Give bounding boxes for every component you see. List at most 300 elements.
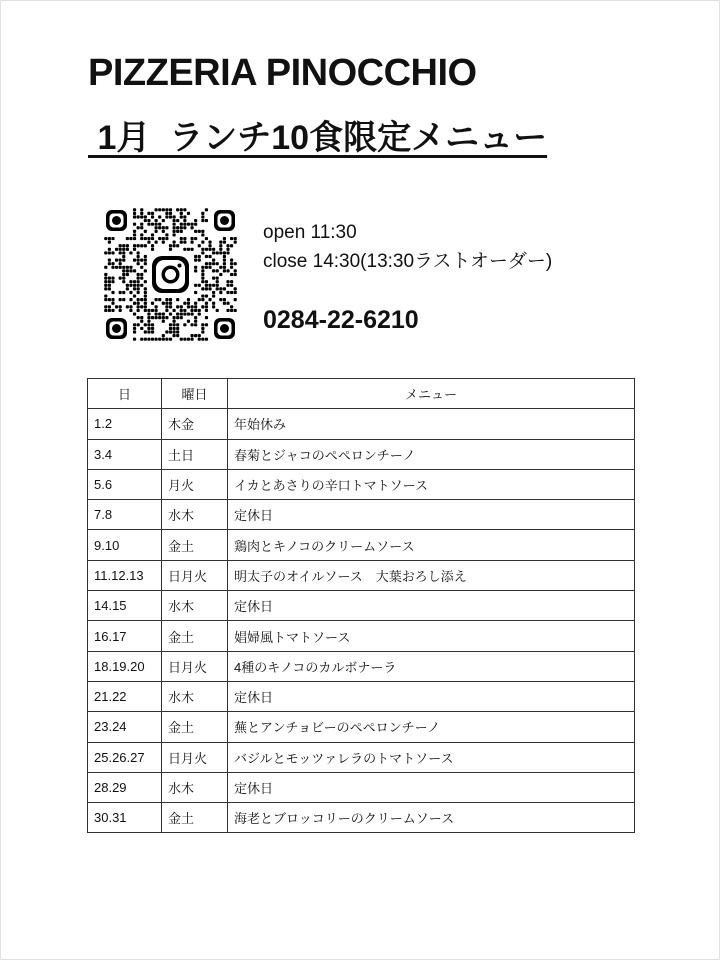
qr-module xyxy=(122,291,125,294)
qr-module xyxy=(208,266,211,269)
qr-module xyxy=(198,255,201,258)
qr-module xyxy=(137,316,140,319)
qr-module xyxy=(165,226,168,229)
table-row xyxy=(88,500,635,530)
qr-module xyxy=(165,215,168,218)
qr-module xyxy=(173,323,176,326)
table-row xyxy=(88,439,635,469)
qr-module xyxy=(155,208,158,211)
qr-module xyxy=(126,284,129,287)
qr-module xyxy=(216,251,219,254)
qr-module xyxy=(212,294,215,297)
qr-module xyxy=(176,226,179,229)
qr-module xyxy=(137,251,140,254)
menu-cell: イカとあさりの辛口トマトソース xyxy=(228,469,635,499)
qr-module xyxy=(201,330,204,333)
qr-module xyxy=(173,230,176,233)
qr-module xyxy=(137,226,140,229)
qr-module xyxy=(137,291,140,294)
qr-module xyxy=(230,273,233,276)
weekday-cell: 金土 xyxy=(162,712,228,742)
qr-module xyxy=(212,277,215,280)
qr-module xyxy=(144,259,147,262)
menu-table xyxy=(87,378,635,833)
qr-module xyxy=(223,241,226,244)
qr-module xyxy=(122,259,125,262)
menu-cell: 蕪とアンチョビーのペペロンチーノ xyxy=(228,712,635,742)
qr-module xyxy=(183,309,186,312)
qr-module xyxy=(126,244,129,247)
table-header-row xyxy=(88,379,635,409)
qr-module xyxy=(140,237,143,240)
qr-module xyxy=(129,237,132,240)
qr-module xyxy=(151,244,154,247)
qr-module xyxy=(194,320,197,323)
qr-module xyxy=(230,284,233,287)
qr-module xyxy=(133,237,136,240)
qr-module xyxy=(140,215,143,218)
qr-module xyxy=(183,323,186,326)
qr-module xyxy=(158,215,161,218)
qr-module xyxy=(147,219,150,222)
qr-module xyxy=(111,309,114,312)
qr-module xyxy=(194,223,197,226)
qr-module xyxy=(187,320,190,323)
table-row xyxy=(88,560,635,590)
qr-module xyxy=(111,298,114,301)
menu-cell: 年始休み xyxy=(228,409,635,439)
qr-module xyxy=(144,287,147,290)
day-cell: 16.17 xyxy=(88,621,162,651)
qr-module xyxy=(223,298,226,301)
qr-module xyxy=(205,284,208,287)
qr-module xyxy=(111,291,114,294)
qr-module xyxy=(219,273,222,276)
qr-module xyxy=(194,305,197,308)
qr-module xyxy=(119,244,122,247)
qr-module xyxy=(173,219,176,222)
day-cell: 11.12.13 xyxy=(88,560,162,590)
qr-module xyxy=(216,309,219,312)
qr-module xyxy=(194,237,197,240)
qr-module xyxy=(119,248,122,251)
qr-module xyxy=(111,262,114,265)
qr-module xyxy=(111,277,114,280)
qr-code[interactable] xyxy=(104,208,237,341)
qr-module xyxy=(122,248,125,251)
qr-module xyxy=(144,294,147,297)
qr-module xyxy=(126,305,129,308)
qr-module xyxy=(219,244,222,247)
qr-module xyxy=(144,305,147,308)
qr-module xyxy=(122,269,125,272)
day-cell: 23.24 xyxy=(88,712,162,742)
qr-module xyxy=(108,248,111,251)
qr-module xyxy=(104,237,107,240)
menu-cell: 定休日 xyxy=(228,591,635,621)
qr-module xyxy=(111,266,114,269)
qr-module xyxy=(137,277,140,280)
qr-module xyxy=(155,226,158,229)
qr-module xyxy=(162,312,165,315)
qr-module xyxy=(173,241,176,244)
table-row xyxy=(88,712,635,742)
qr-module xyxy=(198,259,201,262)
qr-module xyxy=(205,302,208,305)
qr-module xyxy=(230,244,233,247)
qr-module xyxy=(198,230,201,233)
qr-module xyxy=(223,302,226,305)
qr-module xyxy=(223,269,226,272)
qr-module xyxy=(126,269,129,272)
qr-module xyxy=(133,233,136,236)
qr-module xyxy=(137,309,140,312)
qr-module xyxy=(194,219,197,222)
qr-module xyxy=(205,248,208,251)
qr-module xyxy=(205,255,208,258)
qr-module xyxy=(151,237,154,240)
qr-module xyxy=(212,262,215,265)
weekday-cell: 水木 xyxy=(162,681,228,711)
qr-module xyxy=(144,237,147,240)
qr-module xyxy=(129,298,132,301)
qr-module xyxy=(115,305,118,308)
qr-module xyxy=(201,251,204,254)
qr-module xyxy=(201,277,204,280)
qr-module xyxy=(151,309,154,312)
qr-module xyxy=(147,320,150,323)
qr-module xyxy=(180,212,183,215)
qr-module xyxy=(190,237,193,240)
phone-number[interactable]: 0284-22-6210 xyxy=(263,306,419,334)
qr-module xyxy=(108,241,111,244)
menu-cell: 娼婦風トマトソース xyxy=(228,621,635,651)
qr-module xyxy=(183,226,186,229)
qr-module xyxy=(119,277,122,280)
qr-module xyxy=(140,266,143,269)
qr-module xyxy=(140,223,143,226)
qr-module xyxy=(234,298,237,301)
qr-module xyxy=(144,255,147,258)
qr-module xyxy=(169,298,172,301)
qr-module xyxy=(169,244,172,247)
qr-module xyxy=(129,305,132,308)
qr-module xyxy=(187,298,190,301)
menu-cell: 春菊とジャコのペペロンチーノ xyxy=(228,439,635,469)
qr-module xyxy=(234,309,237,312)
qr-module xyxy=(212,284,215,287)
qr-module xyxy=(140,233,143,236)
qr-module xyxy=(137,244,140,247)
qr-module xyxy=(187,302,190,305)
qr-module xyxy=(140,244,143,247)
qr-module xyxy=(162,226,165,229)
qr-module xyxy=(187,212,190,215)
weekday-cell: 土日 xyxy=(162,439,228,469)
qr-module xyxy=(137,280,140,283)
qr-module xyxy=(183,237,186,240)
qr-module xyxy=(226,284,229,287)
qr-module xyxy=(208,248,211,251)
qr-module xyxy=(180,208,183,211)
qr-module xyxy=(169,208,172,211)
qr-module xyxy=(212,259,215,262)
qr-module xyxy=(205,237,208,240)
qr-module xyxy=(183,208,186,211)
qr-module xyxy=(201,280,204,283)
qr-module xyxy=(208,287,211,290)
weekday-cell: 水木 xyxy=(162,772,228,802)
qr-module xyxy=(133,287,136,290)
qr-module xyxy=(140,327,143,330)
menu-cell: 定休日 xyxy=(228,772,635,802)
weekday-cell: 金土 xyxy=(162,803,228,833)
day-cell: 28.29 xyxy=(88,772,162,802)
qr-module xyxy=(133,330,136,333)
qr-module xyxy=(219,266,222,269)
qr-module xyxy=(201,338,204,341)
qr-module xyxy=(155,312,158,315)
qr-module xyxy=(108,287,111,290)
header-day: 日 xyxy=(88,379,162,409)
qr-module xyxy=(219,287,222,290)
qr-module xyxy=(151,316,154,319)
qr-module xyxy=(140,316,143,319)
qr-module xyxy=(133,244,136,247)
qr-module xyxy=(144,219,147,222)
qr-module xyxy=(176,298,179,301)
qr-module xyxy=(205,208,208,211)
qr-module xyxy=(111,302,114,305)
qr-module xyxy=(230,309,233,312)
qr-module xyxy=(194,323,197,326)
qr-module xyxy=(169,327,172,330)
qr-module xyxy=(212,302,215,305)
qr-module xyxy=(223,255,226,258)
qr-module xyxy=(133,338,136,341)
qr-module xyxy=(119,298,122,301)
qr-module xyxy=(122,298,125,301)
qr-module xyxy=(230,266,233,269)
qr-module xyxy=(129,269,132,272)
qr-module xyxy=(201,269,204,272)
qr-module xyxy=(155,338,158,341)
qr-module xyxy=(144,269,147,272)
qr-module xyxy=(104,305,107,308)
table-row xyxy=(88,621,635,651)
qr-module xyxy=(133,280,136,283)
qr-module xyxy=(151,302,154,305)
qr-module xyxy=(144,280,147,283)
qr-module xyxy=(140,212,143,215)
qr-module xyxy=(122,244,125,247)
qr-module xyxy=(187,223,190,226)
qr-module xyxy=(144,262,147,265)
qr-module xyxy=(187,312,190,315)
qr-module xyxy=(137,302,140,305)
weekday-cell: 金土 xyxy=(162,621,228,651)
qr-module xyxy=(198,309,201,312)
qr-module xyxy=(129,309,132,312)
qr-module xyxy=(144,291,147,294)
qr-module xyxy=(108,280,111,283)
qr-module xyxy=(162,241,165,244)
qr-module xyxy=(147,212,150,215)
qr-module xyxy=(133,312,136,315)
qr-module xyxy=(190,241,193,244)
qr-module xyxy=(216,277,219,280)
qr-module xyxy=(151,330,154,333)
qr-module xyxy=(140,226,143,229)
qr-module xyxy=(126,273,129,276)
qr-module xyxy=(122,251,125,254)
qr-module xyxy=(151,215,154,218)
qr-module xyxy=(119,251,122,254)
qr-module xyxy=(104,294,107,297)
qr-module xyxy=(137,298,140,301)
qr-module xyxy=(137,262,140,265)
qr-module xyxy=(183,223,186,226)
qr-module xyxy=(176,330,179,333)
qr-module xyxy=(144,215,147,218)
qr-module xyxy=(183,248,186,251)
qr-module xyxy=(226,248,229,251)
qr-module xyxy=(115,266,118,269)
qr-module xyxy=(155,316,158,319)
qr-module xyxy=(198,338,201,341)
qr-module xyxy=(205,287,208,290)
qr-module xyxy=(205,316,208,319)
qr-module xyxy=(119,305,122,308)
qr-module xyxy=(183,302,186,305)
table-row xyxy=(88,681,635,711)
qr-module xyxy=(234,269,237,272)
qr-module xyxy=(165,330,168,333)
qr-module xyxy=(201,298,204,301)
qr-module xyxy=(194,266,197,269)
qr-module xyxy=(169,305,172,308)
qr-module xyxy=(137,323,140,326)
qr-module xyxy=(212,291,215,294)
day-cell: 14.15 xyxy=(88,591,162,621)
day-cell: 21.22 xyxy=(88,681,162,711)
qr-module xyxy=(226,244,229,247)
qr-module xyxy=(162,334,165,337)
qr-module xyxy=(190,323,193,326)
qr-module xyxy=(173,330,176,333)
qr-module xyxy=(104,273,107,276)
qr-module xyxy=(108,305,111,308)
qr-module xyxy=(122,266,125,269)
qr-module xyxy=(173,309,176,312)
qr-module xyxy=(162,338,165,341)
qr-module xyxy=(129,291,132,294)
qr-module xyxy=(219,291,222,294)
qr-module xyxy=(140,305,143,308)
open-time: open 11:30 xyxy=(263,222,357,243)
qr-module xyxy=(216,262,219,265)
qr-module xyxy=(129,284,132,287)
qr-module xyxy=(194,334,197,337)
qr-module xyxy=(205,305,208,308)
qr-module xyxy=(133,212,136,215)
qr-module xyxy=(201,287,204,290)
qr-module xyxy=(201,305,204,308)
weekday-cell: 水木 xyxy=(162,591,228,621)
qr-module xyxy=(144,309,147,312)
qr-module xyxy=(201,219,204,222)
qr-module xyxy=(165,316,168,319)
qr-module xyxy=(212,248,215,251)
qr-module xyxy=(198,284,201,287)
qr-module xyxy=(205,266,208,269)
qr-module xyxy=(230,259,233,262)
qr-module xyxy=(126,266,129,269)
qr-module xyxy=(180,237,183,240)
qr-module xyxy=(223,251,226,254)
qr-module xyxy=(158,223,161,226)
qr-module xyxy=(133,208,136,211)
qr-module xyxy=(162,320,165,323)
day-cell: 18.19.20 xyxy=(88,651,162,681)
qr-module xyxy=(133,302,136,305)
weekday-cell: 金土 xyxy=(162,530,228,560)
qr-module xyxy=(176,323,179,326)
qr-module xyxy=(108,251,111,254)
qr-module xyxy=(230,237,233,240)
weekday-cell: 木金 xyxy=(162,409,228,439)
qr-module xyxy=(201,248,204,251)
finder-top-left xyxy=(104,208,129,233)
qr-module xyxy=(180,241,183,244)
qr-module xyxy=(162,302,165,305)
day-cell: 25.26.27 xyxy=(88,742,162,772)
qr-module xyxy=(169,312,172,315)
qr-module xyxy=(111,251,114,254)
finder-top-right xyxy=(212,208,237,233)
qr-module xyxy=(173,233,176,236)
weekday-cell: 月火 xyxy=(162,469,228,499)
qr-module xyxy=(137,259,140,262)
qr-module xyxy=(201,294,204,297)
menu-subtitle: 1月 ランチ10食限定メニュー xyxy=(88,119,548,157)
qr-module xyxy=(190,226,193,229)
qr-module xyxy=(133,284,136,287)
qr-module xyxy=(205,338,208,341)
qr-module xyxy=(183,215,186,218)
qr-module xyxy=(208,284,211,287)
weekday-cell: 水木 xyxy=(162,500,228,530)
qr-module xyxy=(158,226,161,229)
menu-cell: 4種のキノコのカルボナーラ xyxy=(228,651,635,681)
qr-module xyxy=(198,334,201,337)
qr-module xyxy=(165,298,168,301)
qr-module xyxy=(234,262,237,265)
qr-module xyxy=(216,287,219,290)
qr-module xyxy=(198,312,201,315)
qr-module xyxy=(147,330,150,333)
qr-module xyxy=(180,312,183,315)
qr-module xyxy=(223,262,226,265)
qr-module xyxy=(133,223,136,226)
qr-module xyxy=(219,241,222,244)
weekday-cell: 日月火 xyxy=(162,560,228,590)
qr-module xyxy=(155,241,158,244)
qr-module xyxy=(155,223,158,226)
qr-module xyxy=(212,269,215,272)
qr-module xyxy=(165,309,168,312)
qr-module xyxy=(155,230,158,233)
